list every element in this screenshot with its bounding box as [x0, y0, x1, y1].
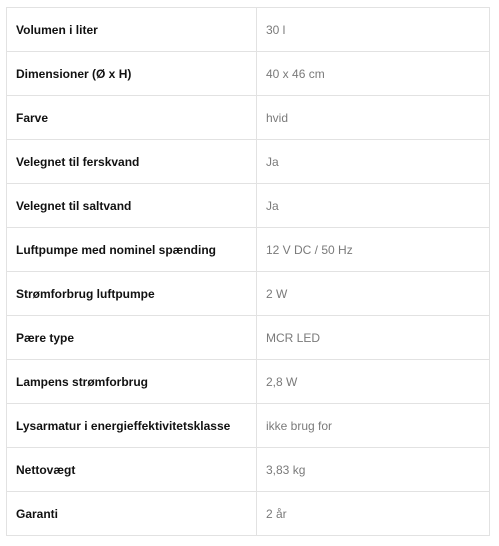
spec-label: Lampens strømforbrug: [7, 360, 257, 404]
spec-value: hvid: [257, 96, 490, 140]
spec-row-freshwater: [7, 140, 490, 184]
spec-label: Garanti: [7, 492, 257, 536]
spec-value: 2 W: [257, 272, 490, 316]
spec-label: Strømforbrug luftpumpe: [7, 272, 257, 316]
spec-row-color: [7, 96, 490, 140]
spec-value: 40 x 46 cm: [257, 52, 490, 96]
spec-label: Velegnet til ferskvand: [7, 140, 257, 184]
spec-value: 30 l: [257, 8, 490, 52]
spec-row-energy-class: [7, 404, 490, 448]
specifications-table-body: [7, 8, 490, 536]
spec-label: Farve: [7, 96, 257, 140]
spec-label: Pære type: [7, 316, 257, 360]
spec-row-warranty: [7, 492, 490, 536]
spec-label: Luftpumpe med nominel spænding: [7, 228, 257, 272]
spec-value: Ja: [257, 184, 490, 228]
specifications-table: [6, 7, 490, 536]
spec-row-air-pump-power: [7, 272, 490, 316]
spec-row-net-weight: [7, 448, 490, 492]
spec-label: Nettovægt: [7, 448, 257, 492]
spec-row-saltwater: [7, 184, 490, 228]
spec-row-volume: [7, 8, 490, 52]
spec-value: 12 V DC / 50 Hz: [257, 228, 490, 272]
spec-value: 3,83 kg: [257, 448, 490, 492]
spec-row-lamp-power: [7, 360, 490, 404]
spec-row-dimensions: [7, 52, 490, 96]
spec-label: Velegnet til saltvand: [7, 184, 257, 228]
spec-value: ikke brug for: [257, 404, 490, 448]
spec-value: 2,8 W: [257, 360, 490, 404]
spec-value: MCR LED: [257, 316, 490, 360]
spec-label: Volumen i liter: [7, 8, 257, 52]
spec-label: Dimensioner (Ø x H): [7, 52, 257, 96]
spec-row-bulb-type: [7, 316, 490, 360]
spec-label: Lysarmatur i energieffektivitetsklasse: [7, 404, 257, 448]
spec-row-air-pump-voltage: [7, 228, 490, 272]
spec-value: 2 år: [257, 492, 490, 536]
spec-value: Ja: [257, 140, 490, 184]
